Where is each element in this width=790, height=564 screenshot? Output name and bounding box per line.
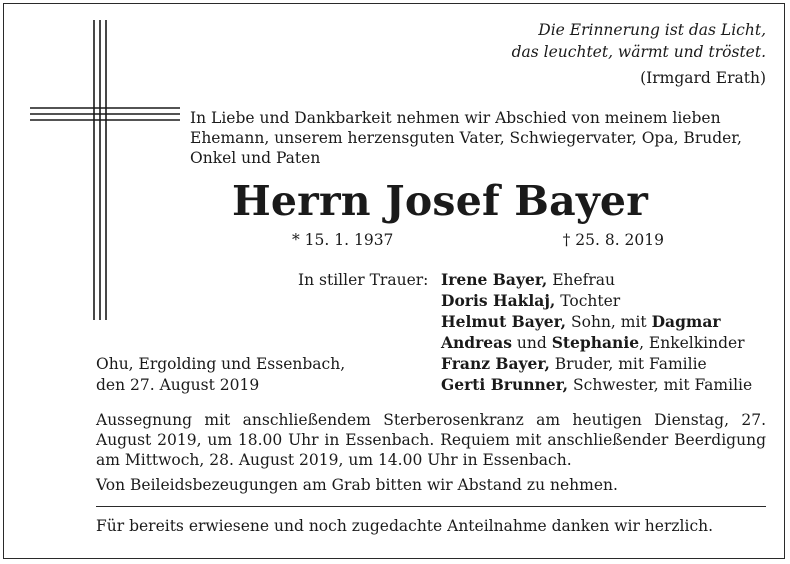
mourner-row [441,312,721,332]
death-date: † 25. 8. 2019 [562,231,664,249]
mourner-name: Doris Haklaj, [441,291,556,310]
date: den 27. August 2019 [96,376,260,394]
mourner-relation: , Enkelkinder [639,334,745,352]
mourner-row [441,291,620,311]
mourner-relation: Bruder, mit Familie [549,355,707,373]
divider [96,506,766,507]
mourner-name: Franz Bayer, [441,354,550,373]
place: Ohu, Ergolding und Essenbach, [96,355,346,373]
mourner-relation: und [511,334,552,352]
mourner-name: Andreas [441,333,512,352]
quote-line-1: Die Erinnerung ist das Licht, [538,21,766,39]
birth-date: * 15. 1. 1937 [292,231,394,249]
mourner-relation: Sohn, mit [566,313,652,331]
mourner-name: Helmut Bayer, [441,312,567,331]
funeral-info: Aussegnung mit anschließendem Sterberosenkranz am heutigen Dienstag, 27. August 2019, um 18.00 Uhr in Essenbach. Requiem mit anschließender Beerdigung am Mittwoch, 28. August 2019, um 14.00 Uhr in Essenbach. [96,411,766,469]
quote-author: (Irmgard Erath) [640,69,766,87]
mourner-row [441,270,615,290]
mourner-relation: Ehefrau [547,271,616,289]
mourner-name: Irene Bayer, [441,270,548,289]
deceased-name: Herrn Josef Bayer [231,177,649,225]
intro-text: In Liebe und Dankbarkeit nehmen wir Abschied von meinem lieben Ehemann, unserem herzensguten Vater, Schwiegervater, Opa, Bruder, Onkel und Paten [190,109,742,167]
condolence-note: Von Beileidsbezeugungen am Grab bitten wir Abstand zu nehmen. [96,476,618,494]
cross-icon [30,20,180,320]
mourner-name: Gerti Brunner, [441,375,569,394]
mourner-row [441,354,707,374]
mourner-row [441,375,752,395]
mourner-name: Stephanie [551,333,640,352]
mourner-relation: Tochter [555,292,621,310]
thanks-note: Für bereits erwiesene und noch zugedachte Anteilnahme danken wir herzlich. [96,517,714,535]
mourner-relation: Schwester, mit Familie [568,376,753,394]
mourner-row [441,333,745,353]
quote-line-2: das leuchtet, wärmt und tröstet. [511,43,766,61]
mourner-name: Dagmar [651,312,721,331]
mourners-label: In stiller Trauer: [298,271,429,289]
